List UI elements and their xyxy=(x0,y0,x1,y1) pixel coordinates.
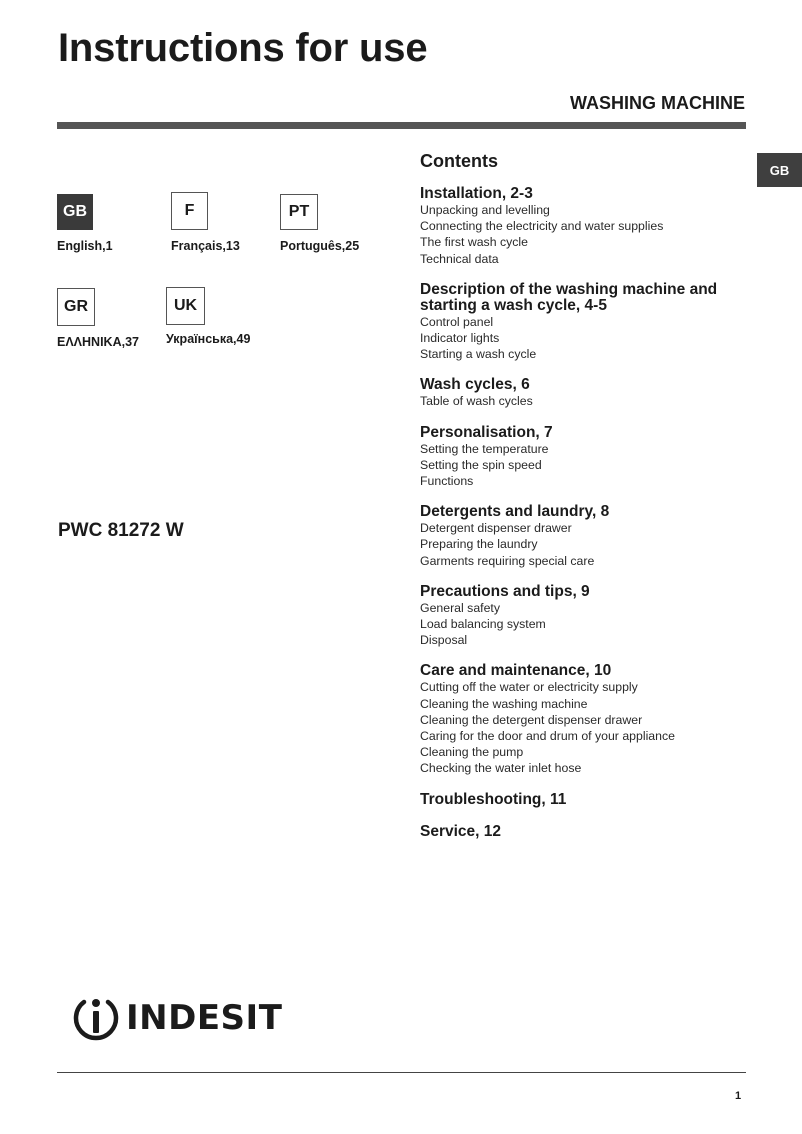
language-label: Українська,49 xyxy=(166,332,251,346)
toc-item: Caring for the door and drum of your appliance xyxy=(420,729,675,744)
toc-item: Functions xyxy=(420,474,474,489)
toc-section-title[interactable]: Troubleshooting, 11 xyxy=(420,790,567,808)
toc-item: Checking the water inlet hose xyxy=(420,761,582,776)
language-gb[interactable] xyxy=(57,194,113,253)
toc-item: Cutting off the water or electricity supply xyxy=(420,680,638,695)
toc-section-title[interactable]: Wash cycles, 6 xyxy=(420,376,530,394)
toc-item: General safety xyxy=(420,600,500,615)
language-f[interactable] xyxy=(171,192,240,253)
language-label: English,1 xyxy=(57,239,113,253)
toc-item: The first wash cycle xyxy=(420,235,528,250)
language-pt[interactable] xyxy=(280,194,360,253)
toc-item: Unpacking and levelling xyxy=(420,203,550,217)
toc-item: Garments requiring special care xyxy=(420,553,595,568)
language-code: F xyxy=(171,192,208,230)
toc-section-detergents xyxy=(420,504,760,569)
indesit-logo xyxy=(70,992,282,1044)
toc-item: Indicator lights xyxy=(420,331,500,346)
toc-item: Disposal xyxy=(420,633,468,648)
toc-section-personalisation xyxy=(420,425,760,490)
toc-section-service xyxy=(420,824,760,840)
contents-heading: Contents xyxy=(420,151,498,171)
toc-section-wash-cycles xyxy=(420,377,760,409)
language-label: Français,13 xyxy=(171,239,240,253)
header-rule xyxy=(57,122,746,129)
toc-section-installation xyxy=(420,186,760,267)
language-code: PT xyxy=(280,194,318,230)
toc-item: Cleaning the detergent dispenser drawer xyxy=(420,712,643,727)
model-number: PWC 81272 W xyxy=(58,520,184,541)
document-title: Instructions for use xyxy=(58,26,428,70)
footer-rule xyxy=(57,1072,746,1073)
language-label: Português,25 xyxy=(280,239,360,253)
toc-item: Detergent dispenser drawer xyxy=(420,521,572,536)
toc-item: Control panel xyxy=(420,314,494,329)
toc-section-care xyxy=(420,663,760,776)
toc-section-description xyxy=(420,282,760,363)
language-code: UK xyxy=(166,287,205,325)
toc-section-title[interactable]: Description of the washing machine and starting a wash cycle, 4-5 xyxy=(420,280,718,314)
toc-item: Connecting the electricity and water supplies xyxy=(420,219,664,234)
table-of-contents xyxy=(420,151,760,855)
language-gr[interactable] xyxy=(57,288,139,349)
toc-item: Cleaning the pump xyxy=(420,745,524,760)
toc-item: Cleaning the washing machine xyxy=(420,696,588,711)
brand-name: INDESIT xyxy=(126,998,283,1038)
toc-section-title[interactable]: Precautions and tips, 9 xyxy=(420,582,590,600)
toc-section-title[interactable]: Installation, 2-3 xyxy=(420,185,533,202)
toc-item: Starting a wash cycle xyxy=(420,347,537,362)
language-code: GB xyxy=(57,194,93,230)
language-side-tab[interactable]: GB xyxy=(757,153,802,187)
language-code: GR xyxy=(57,288,95,326)
language-label: ΕΛΛΗΝΙΚΑ,37 xyxy=(57,335,139,349)
toc-item: Table of wash cycles xyxy=(420,394,533,409)
toc-section-title[interactable]: Service, 12 xyxy=(420,822,502,840)
toc-section-title[interactable]: Care and maintenance, 10 xyxy=(420,662,612,680)
toc-item: Technical data xyxy=(420,251,499,266)
toc-item: Load balancing system xyxy=(420,617,546,632)
toc-section-precautions xyxy=(420,584,760,649)
toc-section-troubleshooting xyxy=(420,792,760,808)
page-number: 1 xyxy=(735,1090,742,1102)
toc-item: Setting the spin speed xyxy=(420,457,542,472)
indesit-logo-icon xyxy=(70,992,122,1044)
toc-item: Setting the temperature xyxy=(420,441,549,456)
product-type: WASHING MACHINE xyxy=(570,93,745,113)
toc-section-title[interactable]: Detergents and laundry, 8 xyxy=(420,503,610,521)
toc-item: Preparing the laundry xyxy=(420,537,538,552)
language-uk[interactable] xyxy=(166,287,251,346)
toc-section-title[interactable]: Personalisation, 7 xyxy=(420,423,553,441)
